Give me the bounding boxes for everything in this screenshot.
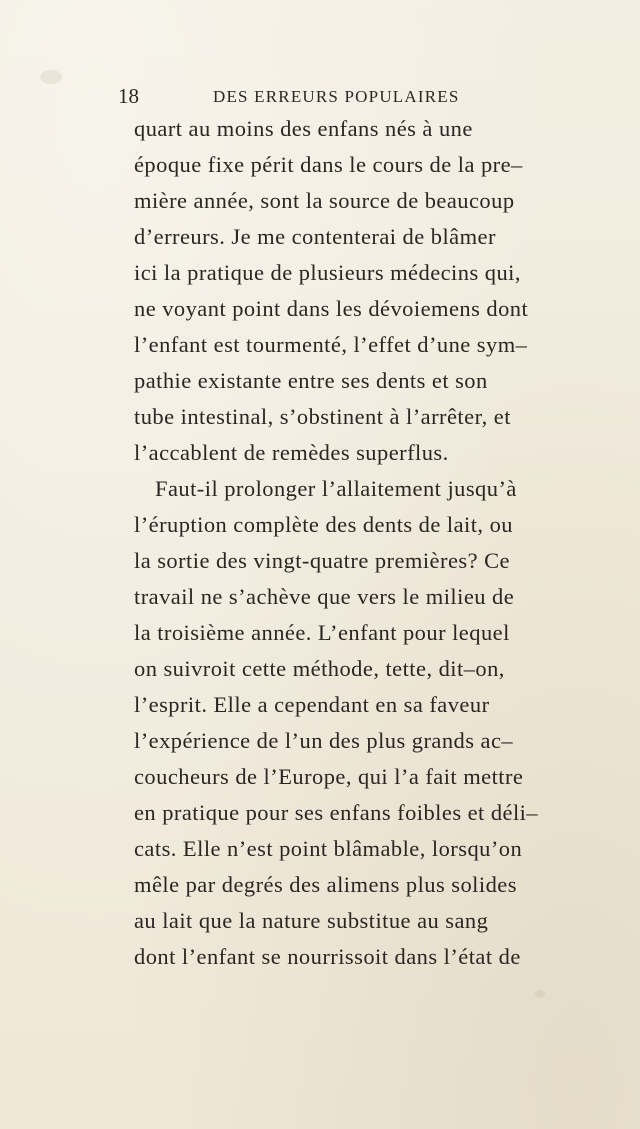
text-line: on suivroit cette méthode, tette, dit–on,: [134, 656, 505, 681]
text-line: ici la pratique de plusieurs médecins qui,: [134, 260, 521, 285]
text-line: cats. Elle n’est point blâmable, lorsqu’on: [134, 836, 523, 861]
text-line: la troisième année. L’enfant pour lequel: [134, 620, 510, 645]
text-line: l’enfant est tourmenté, l’effet d’une sym–: [134, 332, 528, 357]
text-line: au lait que la nature substitue au sang: [134, 908, 489, 933]
text-line: l’expérience de l’un des plus grands ac–: [134, 728, 514, 753]
text-line: la sortie des vingt-quatre premières? Ce: [134, 548, 510, 573]
running-title: DES ERREURS POPULAIRES: [213, 87, 460, 106]
paragraph-start-line: Faut-il prolonger l’allaitement jusqu’à: [155, 476, 517, 501]
page-header: [116, 84, 536, 110]
text-line: ne voyant point dans les dévoiemens dont: [134, 296, 529, 321]
text-line: mière année, sont la source de beaucoup: [134, 188, 515, 213]
text-line: l’esprit. Elle a cependant en sa faveur: [134, 692, 490, 717]
text-line: pathie existante entre ses dents et son: [134, 368, 488, 393]
page-number: 18: [118, 84, 139, 108]
text-line: d’erreurs. Je me contenterai de blâmer: [134, 224, 496, 249]
paper-stain: [40, 70, 62, 84]
text-line: en pratique pour ses enfans foibles et déli–: [134, 800, 539, 825]
text-line: l’accablent de remèdes superflus.: [134, 440, 449, 465]
text-line: coucheurs de l’Europe, qui l’a fait mettre: [134, 764, 524, 789]
paper-stain: [535, 990, 545, 998]
text-line: époque fixe périt dans le cours de la pre–: [134, 152, 523, 177]
text-line: travail ne s’achève que vers le milieu de: [134, 584, 515, 609]
text-line: tube intestinal, s’obstinent à l’arrêter, et: [134, 404, 511, 429]
text-line: mêle par degrés des alimens plus solides: [134, 872, 517, 897]
text-line: quart au moins des enfans nés à une: [134, 116, 473, 141]
text-line: dont l’enfant se nourrissoit dans l’état de: [134, 944, 521, 969]
text-line: l’éruption complète des dents de lait, ou: [134, 512, 513, 537]
